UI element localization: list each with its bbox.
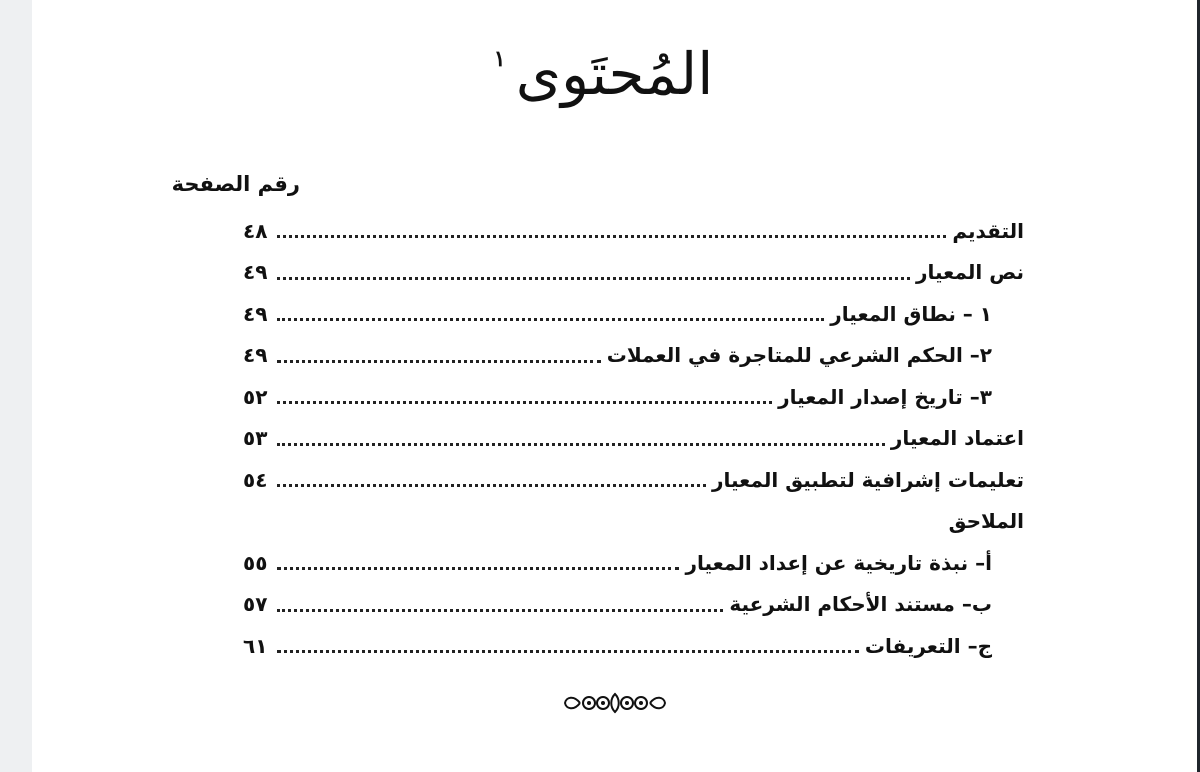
toc-entry-label: اعتماد المعيار xyxy=(890,426,1024,451)
toc-entry-label: ١ – نطاق المعيار xyxy=(830,301,992,326)
toc-entry-page: ٤٩ xyxy=(243,260,268,285)
title-footnote-marker: ١ xyxy=(493,46,506,72)
toc-row xyxy=(243,584,1024,626)
toc-entry-page: ٤٩ xyxy=(243,301,268,326)
toc-leader-dots xyxy=(277,443,885,446)
toc-row xyxy=(243,542,1024,584)
toc-row xyxy=(243,210,1024,252)
toc-row xyxy=(243,335,1024,377)
toc-entry-label: تعليمات إشرافية لتطبيق المعيار xyxy=(711,467,1024,492)
toc-row xyxy=(243,418,1024,460)
toc-row xyxy=(243,459,1024,501)
title-container xyxy=(32,40,1197,110)
toc-entry-page: ٤٩ xyxy=(243,343,268,368)
page-title-text: المُحتَوى xyxy=(515,40,714,108)
toc-entry-label: نص المعيار xyxy=(915,260,1024,285)
page-title xyxy=(493,40,714,110)
table-of-contents xyxy=(243,210,1024,667)
toc-leader-dots xyxy=(277,609,723,612)
toc-entry-label: الملاحق xyxy=(948,509,1024,534)
toc-section-heading xyxy=(243,501,1024,543)
toc-entry-label: ٣– تاريخ إصدار المعيار xyxy=(778,384,992,409)
toc-leader-dots xyxy=(277,277,910,280)
toc-entry-label: ج– التعريفات xyxy=(864,633,992,658)
toc-entry-label: ب– مستند الأحكام الشرعية xyxy=(729,592,992,617)
toc-row xyxy=(243,293,1024,335)
toc-leader-dots xyxy=(277,567,679,570)
toc-entry-page: ٥٣ xyxy=(243,426,268,451)
toc-entry-page: ٥٥ xyxy=(243,550,268,575)
page-number-column-header: رقم الصفحة xyxy=(171,172,300,196)
toc-row xyxy=(243,376,1024,418)
toc-leader-dots xyxy=(277,650,859,653)
toc-row xyxy=(243,252,1024,294)
toc-entry-label: ٢– الحكم الشرعي للمتاجرة في العملات xyxy=(606,343,992,368)
toc-row xyxy=(243,625,1024,667)
toc-entry-page: ٥٤ xyxy=(243,467,268,492)
toc-leader-dots xyxy=(277,318,824,321)
toc-entry-page: ٥٧ xyxy=(243,592,268,617)
ornament-svg xyxy=(560,690,670,716)
toc-leader-dots xyxy=(277,235,946,238)
toc-entry-page: ٤٨ xyxy=(243,218,268,243)
toc-entry-page: ٦١ xyxy=(243,633,268,658)
toc-leader-dots xyxy=(277,484,706,487)
toc-leader-dots xyxy=(277,360,601,363)
toc-leader-dots xyxy=(277,401,772,404)
toc-page xyxy=(32,0,1197,772)
decorative-scroll-ornament-icon xyxy=(32,690,1197,720)
toc-entry-page: ٥٢ xyxy=(243,384,268,409)
page-margin-strip xyxy=(0,0,32,772)
toc-entry-label: التقديم xyxy=(952,218,1024,243)
toc-entry-label: أ– نبذة تاريخية عن إعداد المعيار xyxy=(685,550,992,575)
